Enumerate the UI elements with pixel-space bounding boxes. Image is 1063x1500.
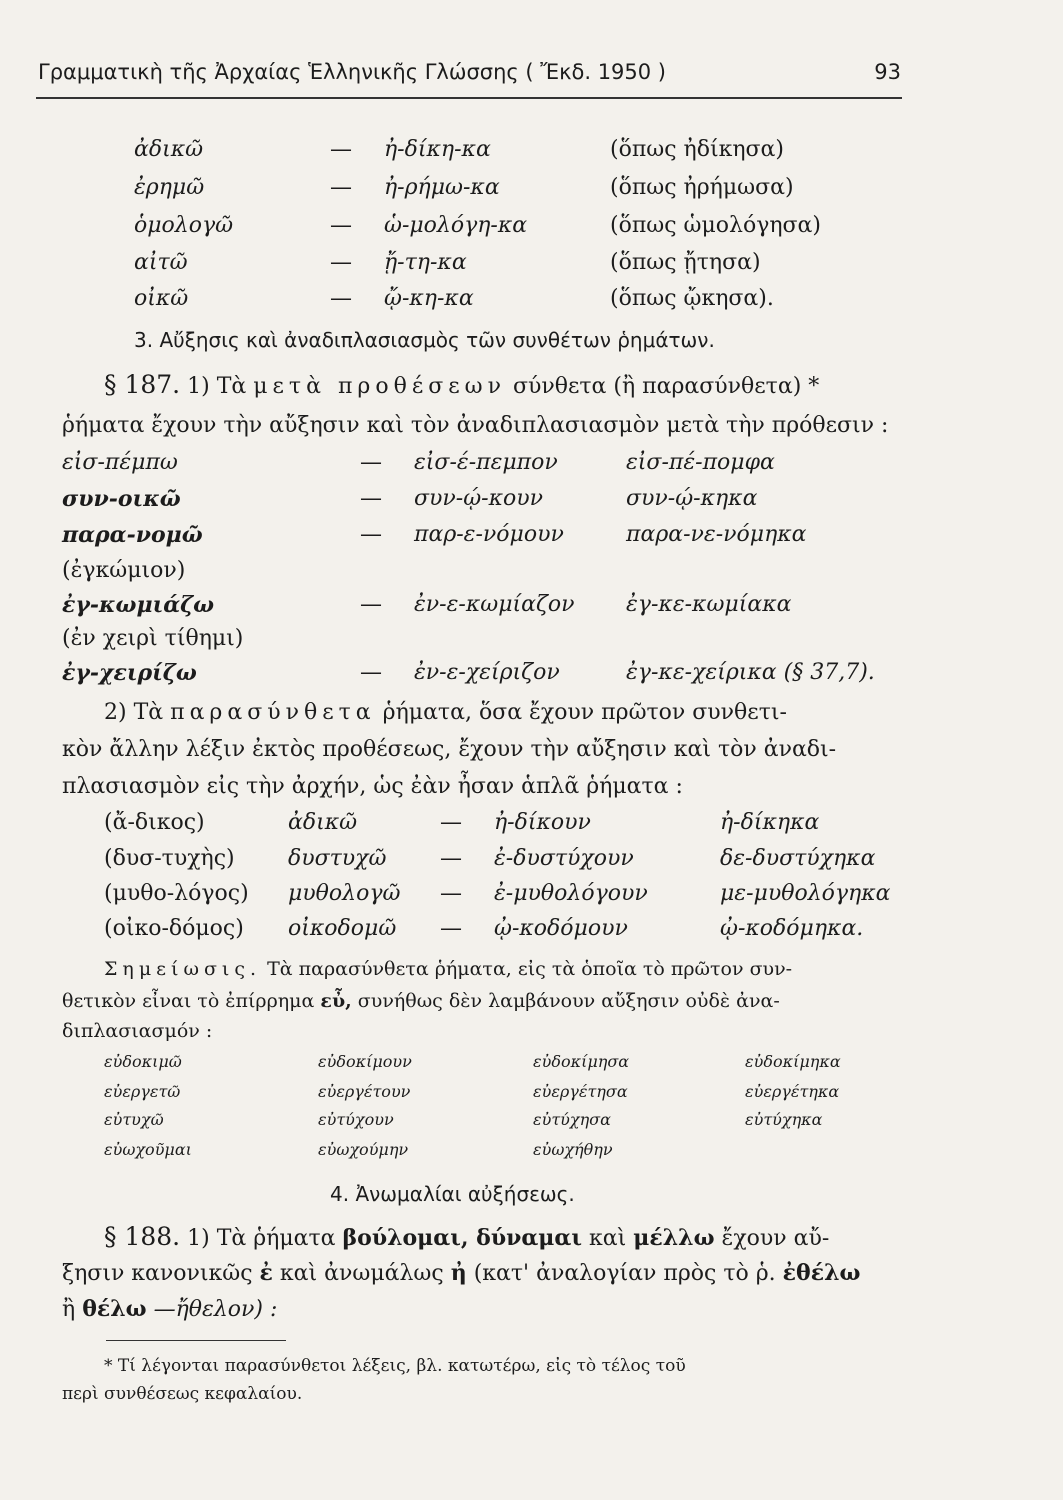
dash: — [360,592,382,617]
list-item: ὁμολογῶ [134,213,234,238]
paragraph-2-line1 [104,700,787,725]
table-cell: εὐδοκιμῶ [104,1052,182,1071]
table-cell: εὐεργέτουν [318,1082,411,1101]
table-cell: εὐδοκίμησα [533,1052,630,1071]
text: συνήθως δὲν λαμβάνουν αὔξησιν οὐδὲ ἀνα- [357,990,780,1012]
dash: — [440,916,462,941]
section-number: § 187. [104,370,181,399]
list-item: ἀδικῶ [134,137,204,162]
list-item: οἰκῶ [134,286,189,311]
list-item: (ὅπως ὡμολόγησα) [610,213,821,238]
text: 2) Τὰ [104,700,164,725]
footnote-line1: * Τί λέγονται παρασύνθετοι λέξεις, βλ. κατωτέρω, εἰς τὸ τέλος τοῦ [104,1356,686,1376]
table-cell: ἐν-ε-κωμίαζον [414,592,575,617]
list-item: ἐρημῶ [134,175,205,200]
table-cell: ἐ-δυστύχουν [494,846,634,871]
table-cell: εἰσ-πέμπω [62,450,178,475]
dash: — [440,810,462,835]
table-cell: εἰσ-έ-πεμπον [414,450,558,475]
list-item: (ὅπως ἠρήμωσα) [610,175,794,200]
text: καὶ [589,1226,627,1251]
table-cell: (ἄ-δικος) [104,810,205,835]
paragraph-187-line1 [104,370,819,399]
table-cell: (ἐγκώμιον) [62,558,186,583]
table-cell: ἐγ-χειρίζω [62,660,197,686]
dash: — [440,846,462,871]
text: σύνθετα (ἢ παρασύνθετα) * [512,374,820,399]
table-cell: εὐδοκίμηκα [745,1052,841,1071]
table-cell: εὐεργέτησα [533,1082,628,1101]
list-item: ὡ-μολόγη-κα [384,213,528,238]
table-cell: ἐγ-κε-κωμίακα [626,592,792,617]
table-cell: ἐγ-κε-χείρικα (§ 37,7). [626,660,875,685]
table-cell: (δυσ-τυχὴς) [104,846,235,871]
section-number: § 188. [104,1222,181,1251]
bold-text: ἐ [259,1260,273,1286]
text: (κατ' ἀναλογίαν πρὸς τὸ ῥ. [473,1261,776,1286]
paragraph-188-line3 [62,1296,277,1322]
table-cell: ἐν-ε-χείριζον [414,660,560,685]
text: 1) Τὰ [187,374,247,399]
table-cell: ἠ-δίκηκα [720,810,820,835]
text: ἔχουν αὔ- [721,1226,830,1251]
table-cell: συν-οικῶ [62,486,181,512]
dash: — [360,450,382,475]
list-item: ἠ-δίκη-κα [384,137,491,162]
dash: — [330,250,352,275]
table-cell: δυστυχῶ [288,846,387,871]
table-cell: συν-ῴ-κηκα [626,486,758,511]
table-cell: εὐδοκίμουν [318,1052,412,1071]
table-cell: εὐωχούμην [318,1140,409,1159]
bold-text: εὖ, [320,990,352,1012]
table-cell: συν-ῴ-κουν [414,486,543,511]
text: ἢ [62,1297,76,1322]
table-cell: (ἐν χειρὶ τίθημι) [62,626,244,651]
paragraph-188-line1 [104,1222,829,1251]
text: —ἤθελον) : [153,1297,278,1322]
spaced-text: παρασύνθετα [170,700,376,725]
paragraph-188-line2 [62,1260,860,1286]
table-cell: παρα-νε-νόμηκα [626,522,807,547]
list-item: (ὅπως ᾤκησα). [610,286,774,311]
note-line1 [104,958,792,980]
table-cell: εὐτύχουν [318,1110,394,1129]
bold-text: μέλλω [633,1225,715,1251]
footnote-line2: περὶ συνθέσεως κεφαλαίου. [62,1384,303,1404]
dash: — [330,175,352,200]
list-item: ᾤ-κη-κα [384,286,474,311]
bold-text: ἐθέλω [782,1260,861,1286]
dash: — [440,881,462,906]
bold-text: βούλομαι, δύναμαι [342,1225,582,1251]
text: ξησιν κανονικῶς [62,1261,253,1286]
table-cell: εὐτύχησα [533,1110,611,1129]
note-line3: διπλασιασμόν : [62,1020,213,1042]
bold-text: ἠ [450,1260,467,1286]
table-cell: ᾠ-κοδόμουν [494,916,628,941]
table-cell: εὐεργέτηκα [745,1082,840,1101]
table-cell: ἠ-δίκουν [494,810,591,835]
section-4-title: 4. Ἀνωμαλίαι αὐξήσεως. [330,1182,575,1206]
table-cell: εὐτύχηκα [745,1110,823,1129]
spaced-text: μετὰ προθέσεων [253,374,506,399]
section-3-title: 3. Αὔξησις καὶ ἀναδιπλασιασμὸς τῶν συνθέτων ῥημάτων. [134,328,715,352]
table-cell: με-μυθολόγηκα [720,881,891,906]
text: θετικὸν εἶναι τὸ ἐπίρρημα [62,990,315,1012]
dash: — [360,522,382,547]
paragraph-187-line2: ῥήματα ἔχουν τὴν αὔξησιν καὶ τὸν ἀναδιπλασιασμὸν μετὰ τὴν πρόθεσιν : [62,413,889,438]
list-item: αἰτῶ [134,250,188,275]
running-header: Γραμματικὴ τῆς Ἀρχαίας Ἑλληνικῆς Γλώσσης ( Ἔκδ. 1950 ) [38,60,667,84]
table-cell: ἐ-μυθολόγουν [494,881,648,906]
table-cell: (μυθο-λόγος) [104,881,249,906]
text: καὶ ἀνωμάλως [279,1261,444,1286]
table-cell: μυθολογῶ [288,881,401,906]
page-number: 93 [874,60,901,84]
list-item: (ὅπως ἠδίκησα) [610,137,784,162]
table-cell: εἰσ-πέ-πομφα [626,450,775,475]
table-cell: εὐωχοῦμαι [104,1140,192,1159]
dash: — [330,213,352,238]
text: ῥήματα, ὅσα ἔχουν πρῶτον συνθετι- [382,700,787,725]
table-cell: εὐεργετῶ [104,1082,181,1101]
dash: — [330,286,352,311]
bold-text: θέλω [82,1296,147,1322]
table-cell: ᾠ-κοδόμηκα. [720,916,864,941]
text: Τὰ παρασύνθετα ῥήματα, εἰς τὰ ὁποῖα τὸ πρῶτον συν- [267,958,793,980]
dash: — [360,660,382,685]
footnote-rule [106,1340,286,1341]
table-cell: ἀδικῶ [288,810,358,835]
dash: — [360,486,382,511]
list-item: ᾔ-τη-κα [384,250,467,275]
table-cell: παρ-ε-νόμουν [414,522,564,547]
table-cell: δε-δυστύχηκα [720,846,876,871]
list-item: ἠ-ρήμω-κα [384,175,500,200]
note-label: Σημείωσις. [104,958,262,980]
table-cell: εὐωχήθην [533,1140,613,1159]
table-cell: οἰκοδομῶ [288,916,397,941]
paragraph-2-line2: κὸν ἄλλην λέξιν ἐκτὸς προθέσεως, ἔχουν τὴν αὔξησιν καὶ τὸν ἀναδι- [62,737,837,762]
table-cell: εὐτυχῶ [104,1110,164,1129]
table-cell: παρα-νομῶ [62,522,203,548]
dash: — [330,137,352,162]
header-rule [36,97,902,99]
table-cell: ἐγ-κωμιάζω [62,592,215,618]
paragraph-2-line3: πλασιασμὸν εἰς τὴν ἀρχήν, ὡς ἐὰν ἦσαν ἁπλᾶ ῥήματα : [62,774,683,799]
table-cell: (οἰκο-δόμος) [104,916,244,941]
text: 1) Τὰ ῥήματα [187,1226,336,1251]
note-line2 [62,990,780,1012]
list-item: (ὅπως ᾔτησα) [610,250,761,275]
